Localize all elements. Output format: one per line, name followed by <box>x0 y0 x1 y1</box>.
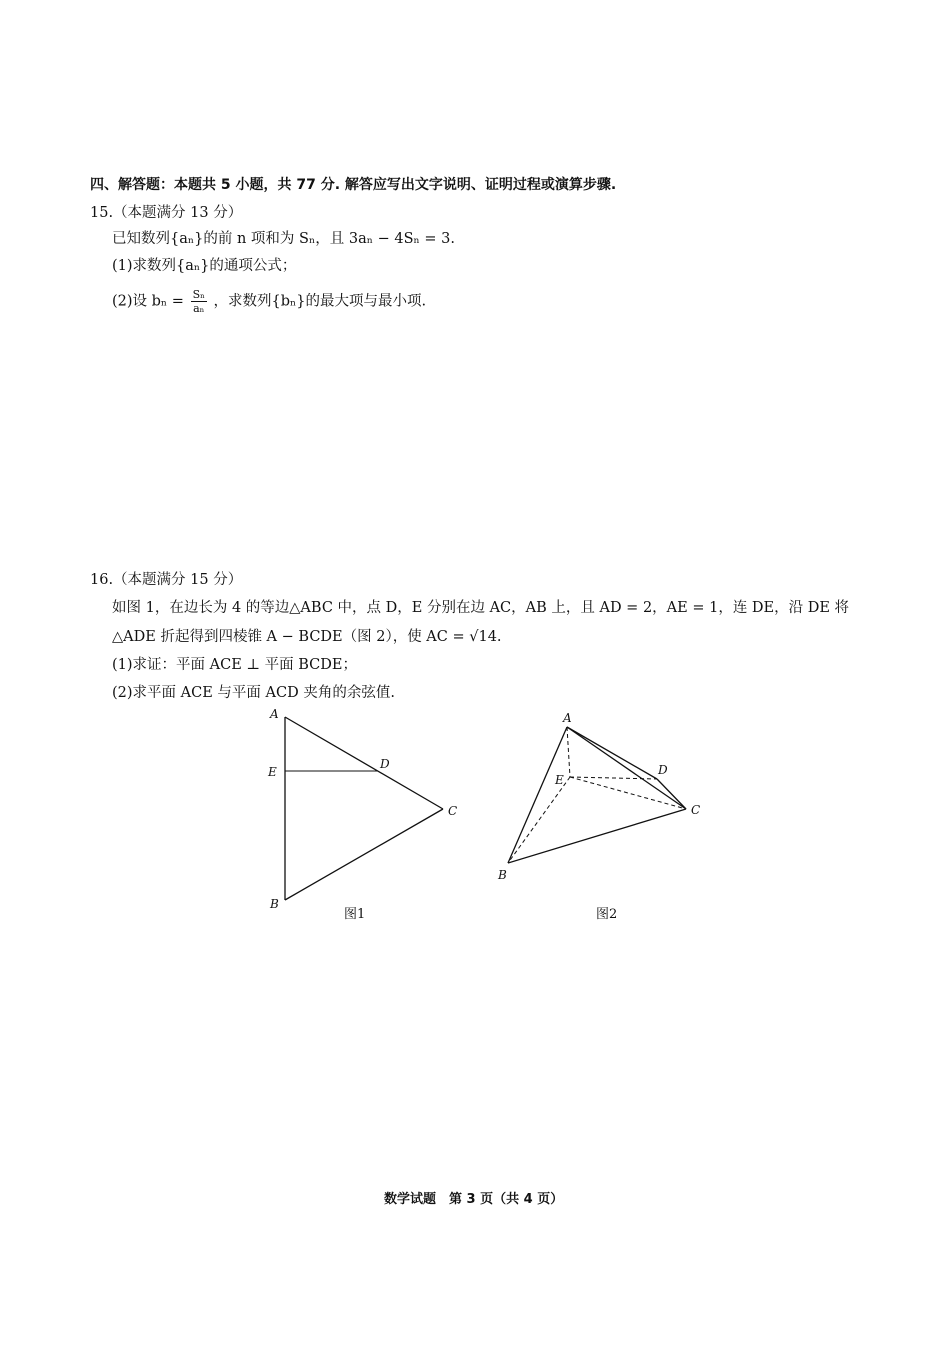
fig1-label-c: C <box>448 804 458 818</box>
q15-fraction-denominator: aₙ <box>193 302 205 315</box>
fig1-label-b: B <box>270 897 279 911</box>
fig2-edge-eb <box>508 777 570 863</box>
fig2-edge-bc <box>508 809 686 863</box>
q15-part2-suffix: ，求数列{bₙ}的最大项与最小项. <box>213 293 427 310</box>
figure1-diagram <box>255 705 475 915</box>
q16-part2: (2)求平面 ACE 与平面 ACD 夹角的余弦值. <box>112 685 395 701</box>
q15-part1: (1)求数列{aₙ}的通项公式； <box>112 258 297 274</box>
fig1-edge-bc <box>285 809 443 900</box>
fig2-label-b: B <box>498 868 507 882</box>
fig2-edge-ae <box>567 727 570 777</box>
fig2-label-d: D <box>658 763 668 777</box>
page-footer: 数学试题 第 3 页（共 4 页） <box>384 1192 564 1207</box>
fig2-edge-ed <box>570 777 657 779</box>
fig1-label-e: E <box>268 765 277 779</box>
q15-stem: 已知数列{aₙ}的前 n 项和为 Sₙ，且 3aₙ − 4Sₙ = 3. <box>112 231 455 247</box>
q15-part2-prefix: (2)设 bₙ = <box>112 293 184 310</box>
figure2-caption: 图2 <box>596 907 618 922</box>
fig1-label-d: D <box>380 757 390 771</box>
fig1-edge-ac <box>285 717 443 809</box>
q16-stem-line1: 如图 1，在边长为 4 的等边△ABC 中，点 D，E 分别在边 AC，AB 上，且 AD = 2，AE = 1，连 DE，沿 DE 将 <box>112 600 850 616</box>
fig2-label-c: C <box>691 803 701 817</box>
section-heading: 四、解答题：本题共 5 小题，共 77 分. 解答应写出文字说明、证明过程或演算步骤. <box>90 177 617 193</box>
fig2-label-a: A <box>563 711 572 725</box>
fig1-label-a: A <box>270 707 279 721</box>
q15-fraction <box>191 288 207 315</box>
fig2-edge-ac <box>567 727 686 809</box>
q15-header: 15.（本题满分 13 分） <box>90 205 243 221</box>
figure2-diagram <box>490 705 720 885</box>
q15-part2 <box>112 288 426 315</box>
fig2-edge-ec <box>570 777 686 809</box>
fig2-edge-ad <box>567 727 657 779</box>
fig2-edge-ab <box>508 727 567 863</box>
fig2-label-e: E <box>555 773 564 787</box>
q16-header: 16.（本题满分 15 分） <box>90 572 243 588</box>
q16-part1: (1)求证：平面 ACE ⊥ 平面 BCDE； <box>112 657 357 673</box>
figure1-caption: 图1 <box>344 907 366 922</box>
q15-fraction-numerator: Sₙ <box>192 288 205 301</box>
q16-stem-line2: △ADE 折起得到四棱锥 A − BCDE（图 2），使 AC = √14. <box>112 629 502 645</box>
